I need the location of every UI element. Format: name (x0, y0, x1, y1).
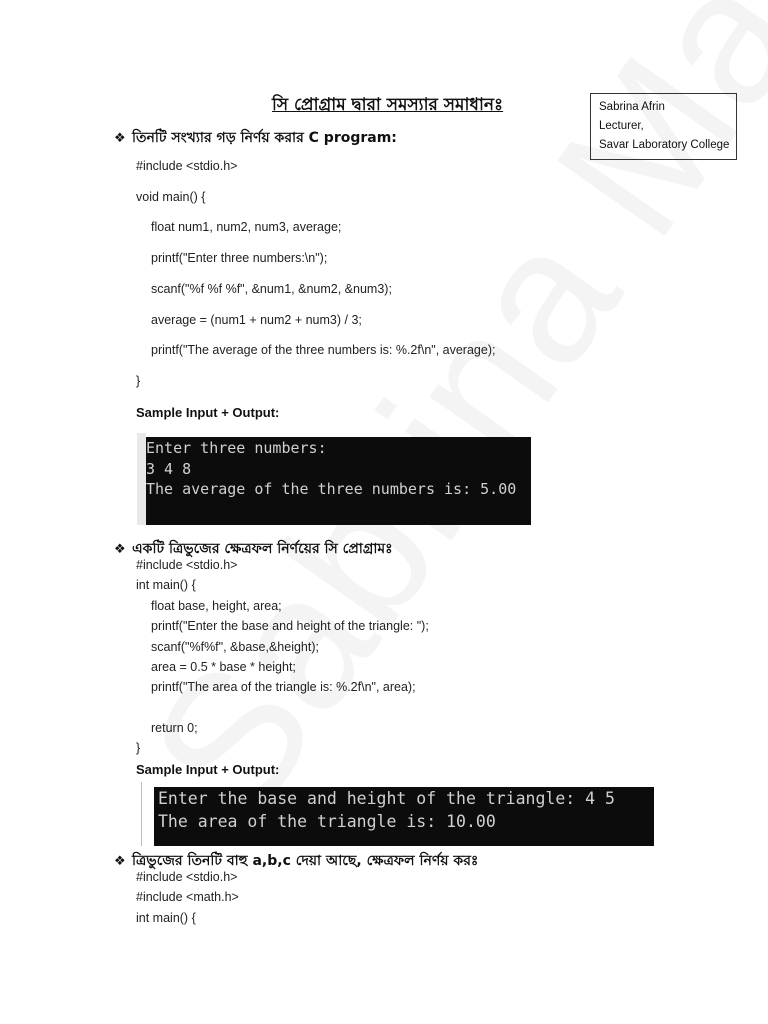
screenshot-edge (137, 433, 146, 525)
bullet-diamond-icon: ❖ (114, 854, 126, 869)
author-box (590, 93, 737, 160)
terminal-line: Enter the base and height of the triangle: 4 5 (158, 789, 615, 808)
terminal-output (154, 787, 654, 846)
code-line: void main() { (136, 190, 206, 204)
code-line: return 0; (151, 721, 198, 735)
code-line: printf("The average of the three numbers is: %.2f\n", average); (151, 343, 496, 357)
code-line: scanf("%f %f %f", &num1, &num2, &num3); (151, 282, 392, 296)
author-role: Lecturer, (599, 120, 644, 132)
author-name: Sabrina Afrin (599, 101, 665, 113)
bullet-diamond-icon: ❖ (114, 131, 126, 146)
page-title: সি প্রোগ্রাম দ্বারা সমস্যার সমাধানঃ (272, 95, 504, 115)
section3-heading: ❖ ত্রিভুজের তিনটি বাহু a,b,c দেয়া আছে, ক্ষেত্রফল নির্ণয় করঃ (114, 853, 479, 869)
section2-heading: ❖ একটি ত্রিভুজের ক্ষেত্রফল নির্ণয়ের সি প্রোগ্রামঃ (114, 541, 393, 557)
code-line: } (136, 741, 141, 755)
terminal-line: 3 4 8 (146, 460, 192, 478)
bullet-diamond-icon: ❖ (114, 542, 126, 557)
terminal-output (146, 437, 531, 525)
code-line: average = (num1 + num2 + num3) / 3; (151, 313, 362, 327)
code-line: } (136, 374, 141, 388)
watermark (107, 204, 653, 853)
terminal-line: The average of the three numbers is: 5.00 (146, 480, 517, 498)
code-line: float base, height, area; (151, 599, 282, 613)
code-line: #include <stdio.h> (136, 558, 238, 572)
screenshot-edge (141, 782, 142, 846)
code-line: #include <stdio.h> (136, 870, 238, 884)
code-line: area = 0.5 * base * height; (151, 660, 296, 674)
code-line: printf("Enter the base and height of the triangle: "); (151, 619, 429, 633)
code-line: int main() { (136, 578, 196, 592)
code-line: #include <stdio.h> (136, 159, 238, 173)
terminal-line: Enter three numbers: (146, 439, 327, 457)
code-line: #include <math.h> (136, 890, 239, 904)
code-line: float num1, num2, num3, average; (151, 220, 342, 234)
code-line: printf("The area of the triangle is: %.2f\n", area); (151, 680, 416, 694)
code-line: printf("Enter three numbers:\n"); (151, 251, 328, 265)
terminal-line: The area of the triangle is: 10.00 (158, 812, 496, 831)
code-line: int main() { (136, 911, 196, 925)
sample-label: Sample Input + Output: (136, 762, 280, 777)
author-college: Savar Laboratory College (599, 139, 730, 151)
code-line: scanf("%f%f", &base,&height); (151, 640, 319, 654)
section1-heading: ❖ তিনটি সংখ্যার গড় নির্ণয় করার C program: (114, 130, 397, 146)
sample-label: Sample Input + Output: (136, 405, 280, 420)
